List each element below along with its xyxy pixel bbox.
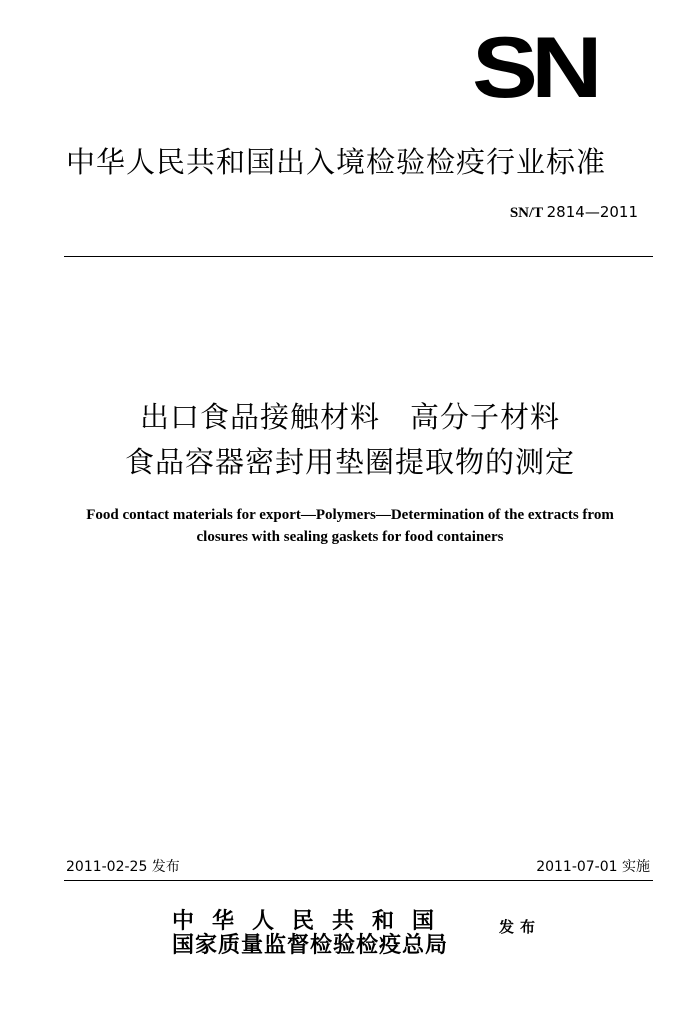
issue-date: 2011-02-25 发布	[66, 859, 180, 875]
standard-code	[510, 203, 638, 222]
organization-title: 中华人民共和国出入境检验检疫行业标准	[66, 145, 607, 179]
publisher-line1: 中华人民共和国	[172, 908, 453, 934]
implementation-date: 2011-07-01 实施	[536, 859, 650, 875]
publisher-line2: 国家质量监督检验检疫总局	[172, 932, 449, 958]
chinese-title-line2: 食品容器密封用垫圈提取物的测定	[124, 445, 575, 479]
header-divider	[64, 256, 653, 257]
publisher-suffix: 发布	[499, 918, 542, 936]
sn-logo: SN	[472, 20, 596, 116]
standard-number: 2814—2011	[546, 203, 638, 221]
english-title-line2: closures with sealing gaskets for food containers	[196, 529, 504, 545]
footer-divider	[64, 880, 653, 881]
english-title-line1: Food contact materials for export—Polymers—Determination of the extracts from	[86, 507, 614, 523]
standard-prefix: SN/T	[509, 205, 543, 221]
chinese-title-line1: 出口食品接触材料 高分子材料	[139, 400, 560, 434]
